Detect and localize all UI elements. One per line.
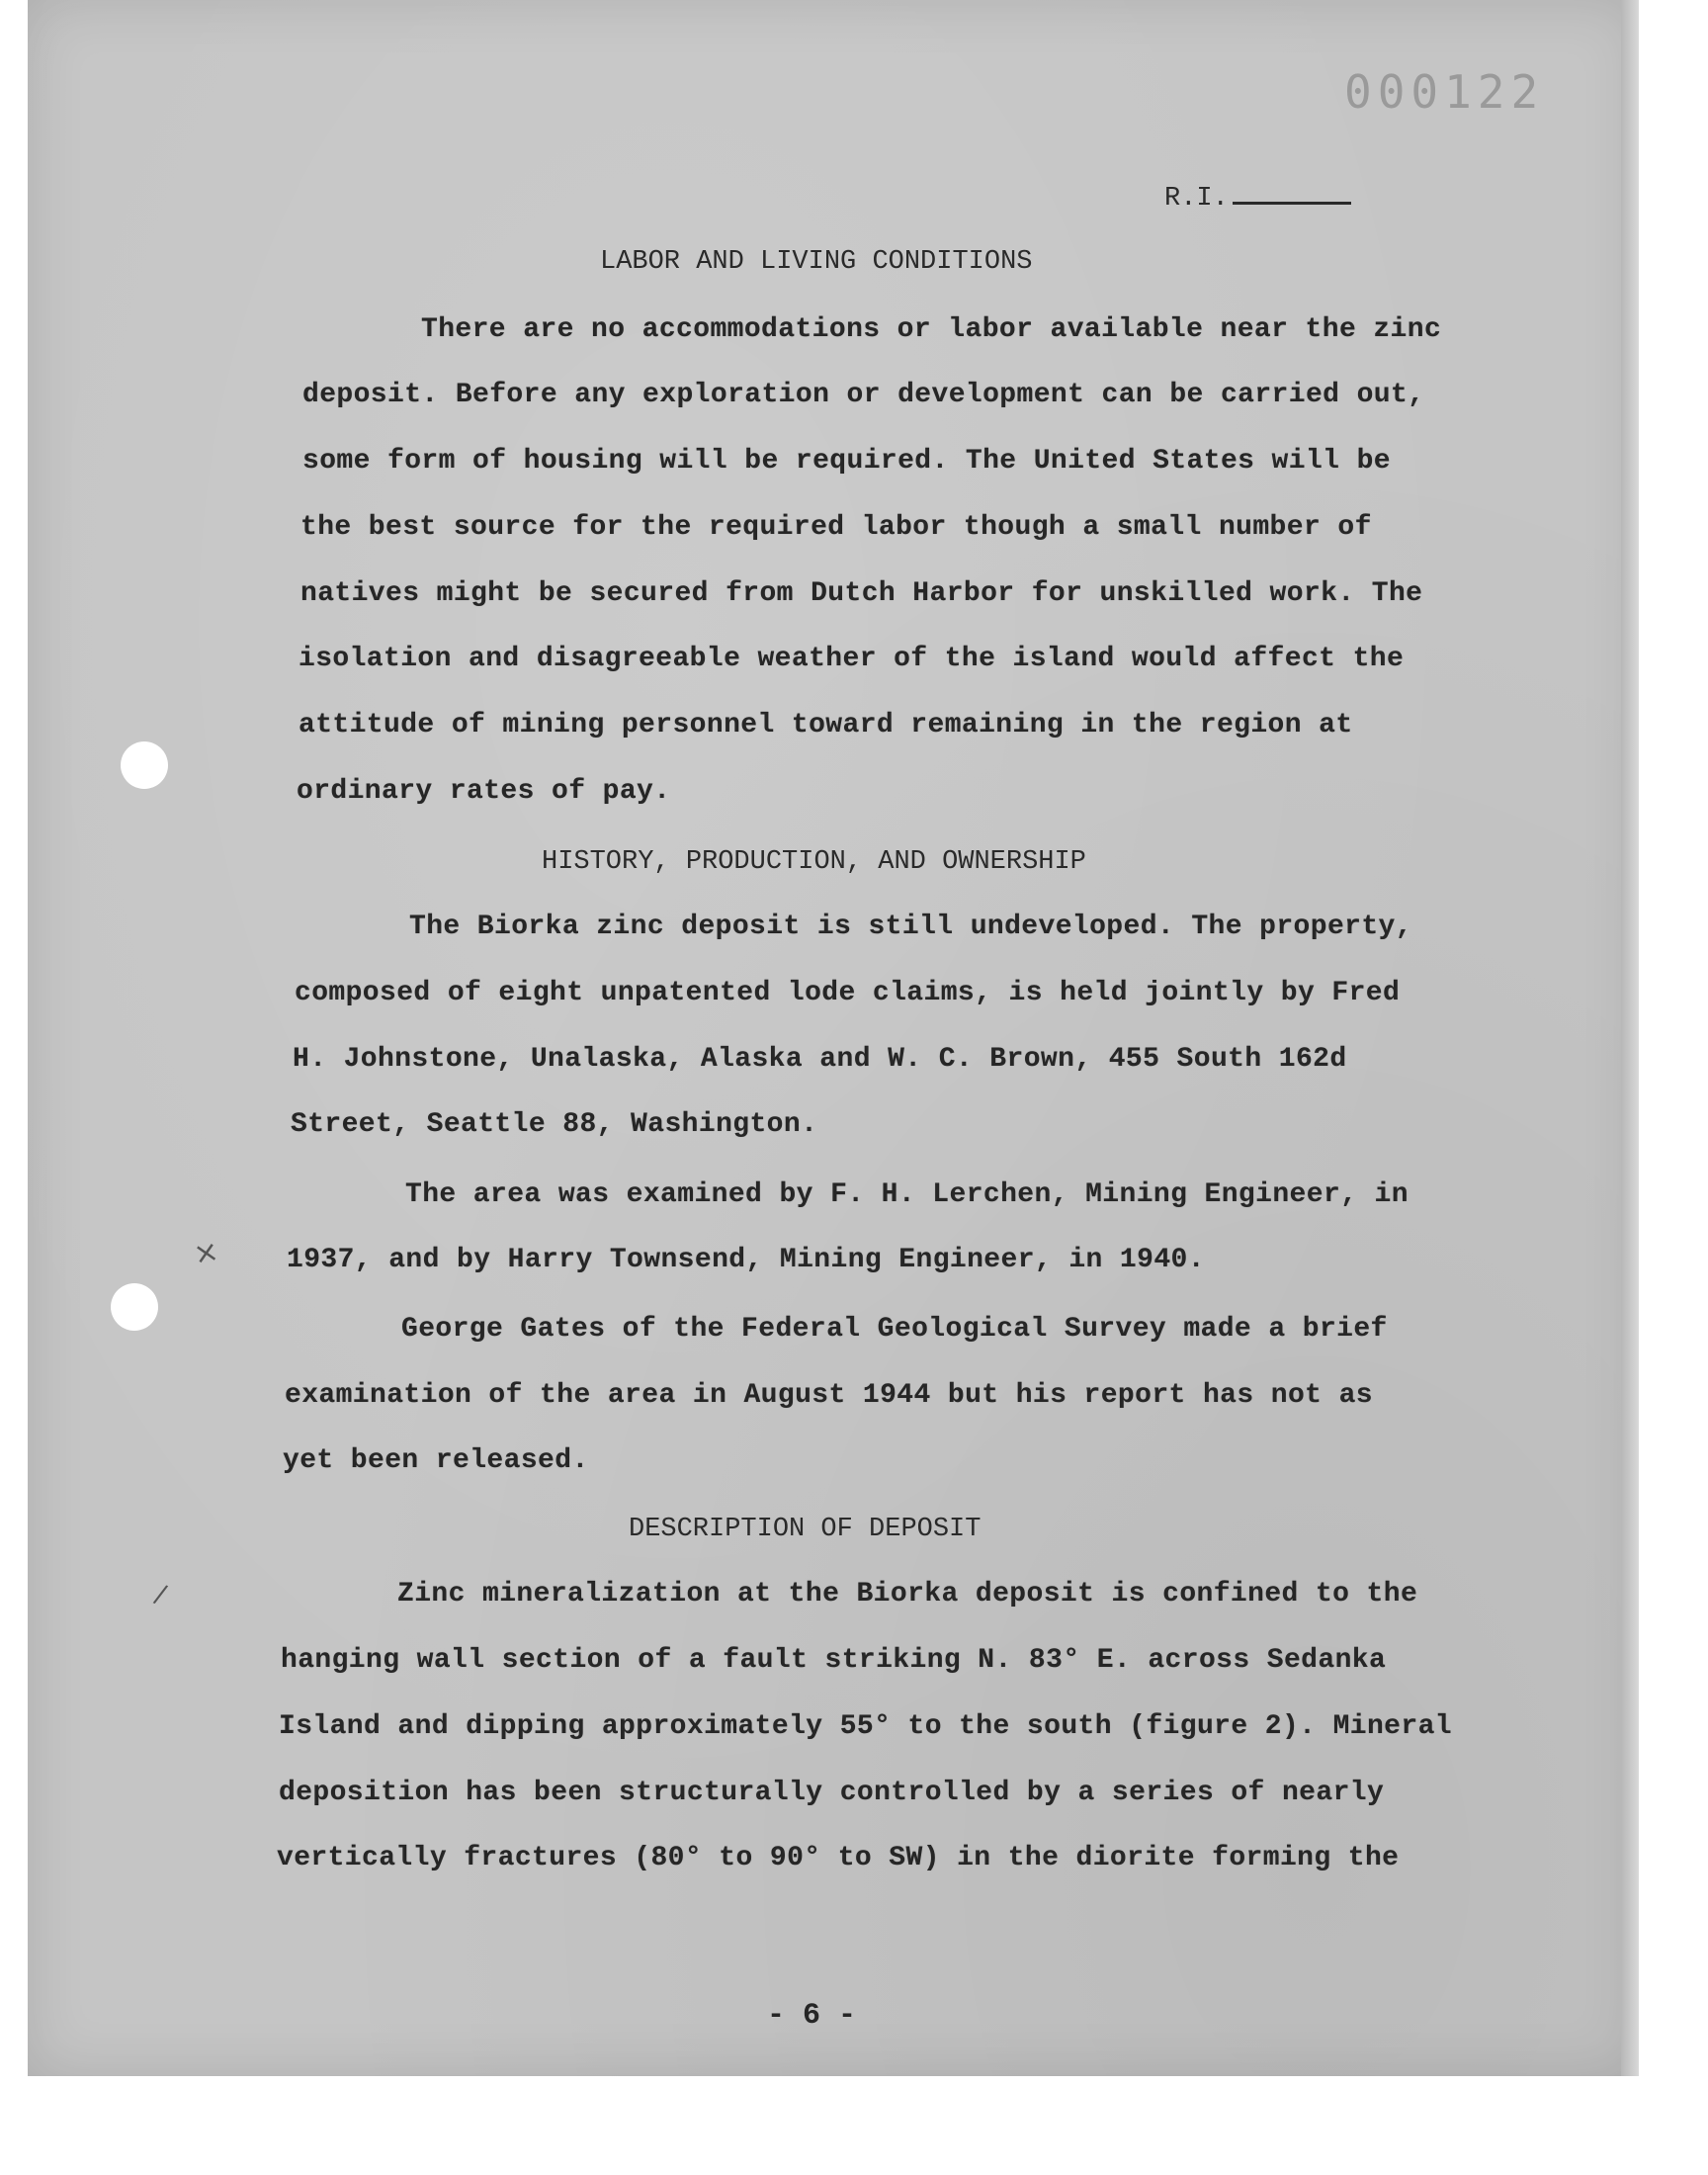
paragraph-line: deposit. Before any exploration or development can be carried out,	[302, 380, 1425, 410]
paragraph-line: attitude of mining personnel toward remaining in the region at	[299, 710, 1353, 740]
paragraph-line: ordinary rates of pay.	[297, 776, 671, 807]
page-number: - 6 -	[767, 1999, 857, 2033]
punch-hole-upper	[121, 741, 168, 789]
paragraph-line: Zinc mineralization at the Biorka deposit is confined to the	[397, 1579, 1418, 1610]
paragraph-line: vertically fractures (80° to 90° to SW) in the diorite forming the	[277, 1843, 1400, 1873]
paragraph-line: deposition has been structurally controlled by a series of nearly	[279, 1778, 1385, 1808]
paragraph-line: H. Johnstone, Unalaska, Alaska and W. C. Brown, 455 South 162d	[293, 1044, 1347, 1075]
margin-tick-mark: /	[151, 1579, 170, 1610]
paragraph-line: 1937, and by Harry Townsend, Mining Engineer, in 1940.	[287, 1245, 1205, 1275]
paragraph-line: isolation and disagreeable weather of the island would affect the	[299, 644, 1405, 674]
paragraph-line: yet been released.	[283, 1445, 589, 1476]
paragraph-line: George Gates of the Federal Geological Survey made a brief	[401, 1314, 1388, 1345]
paragraph-line: hanging wall section of a fault striking N. 83° E. across Sedanka	[281, 1645, 1387, 1676]
section-heading-description: DESCRIPTION OF DEPOSIT	[629, 1515, 982, 1544]
paragraph-line: some form of housing will be required. The United States will be	[302, 446, 1391, 477]
ri-label: R.I.	[1164, 184, 1229, 214]
paragraph-line: composed of eight unpatented lode claims, is held jointly by Fred	[295, 978, 1401, 1008]
paragraph-line: examination of the area in August 1944 but his report has not as	[285, 1380, 1373, 1411]
paragraph-line: The area was examined by F. H. Lerchen, Mining Engineer, in	[405, 1179, 1409, 1210]
section-heading-history: HISTORY, PRODUCTION, AND OWNERSHIP	[542, 847, 1086, 877]
page-edge	[1621, 0, 1639, 2076]
punch-hole-lower	[111, 1283, 158, 1331]
ri-blank-line	[1233, 200, 1351, 205]
paragraph-line: the best source for the required labor though a small number of	[300, 512, 1372, 543]
paragraph-line: The Biorka zinc deposit is still undeveloped. The property,	[409, 912, 1412, 942]
paragraph-line: natives might be secured from Dutch Harbor for unskilled work. The	[300, 578, 1423, 609]
paragraph-line: There are no accommodations or labor available near the zinc	[421, 314, 1442, 345]
ri-field	[1164, 184, 1351, 214]
document-number: 000122	[1344, 65, 1545, 119]
paragraph-line: Island and dipping approximately 55° to the south (figure 2). Mineral	[279, 1711, 1452, 1742]
section-heading-labor: LABOR AND LIVING CONDITIONS	[600, 247, 1033, 277]
paragraph-line: Street, Seattle 88, Washington.	[291, 1109, 818, 1140]
document-page	[28, 0, 1639, 2076]
margin-x-mark: ×	[191, 1234, 221, 1272]
